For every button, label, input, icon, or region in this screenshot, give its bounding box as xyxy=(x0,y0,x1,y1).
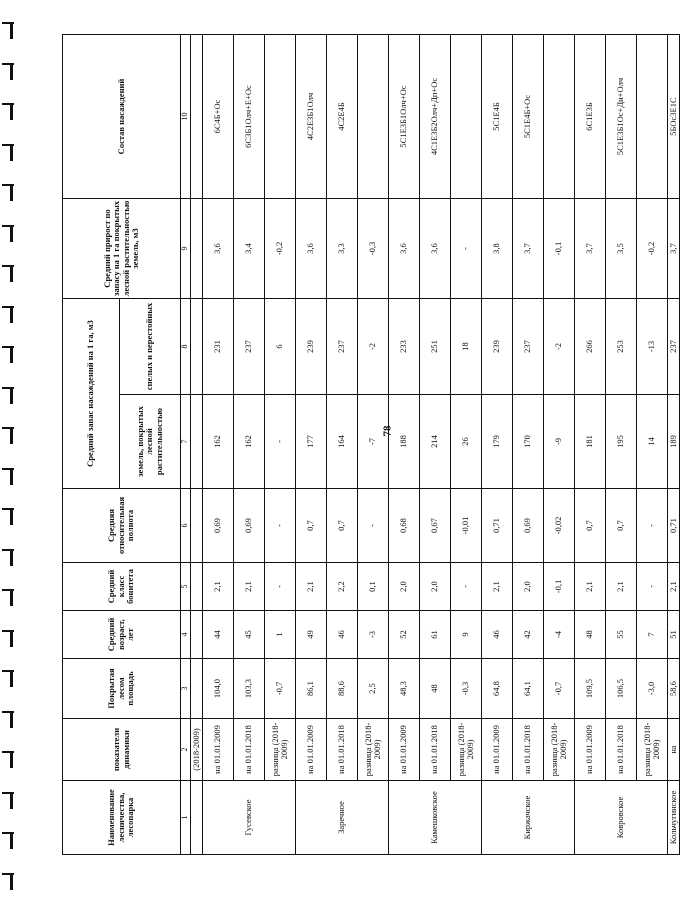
header-row-1 xyxy=(63,35,120,855)
cell-indicator: на xyxy=(668,719,680,781)
table-row xyxy=(358,35,389,855)
page-number: 78 xyxy=(381,425,394,437)
cell-avg-age: 49 xyxy=(296,611,327,659)
binder-hole-mark xyxy=(2,346,14,363)
cell-avg-age: 9 xyxy=(451,611,482,659)
cell-composition: 4С1Е3Б2Олч+Дп+Ос xyxy=(420,35,451,199)
cell-indicator: разница (2018-2009) xyxy=(637,719,668,781)
cell-bonitet: 2,1 xyxy=(296,563,327,611)
header-growth: Средний прирост по запасу на 1 га покрытых лесной растительностью земель, м3 xyxy=(63,199,181,299)
cell-density: 0,71 xyxy=(482,489,513,563)
cell-area: 106,5 xyxy=(606,659,637,719)
cell-composition xyxy=(265,35,296,199)
cell-bonitet xyxy=(191,563,203,611)
cell-stock-covered xyxy=(191,395,203,489)
cell-forestry-name: Ковровское xyxy=(575,781,668,855)
binder-hole-mark xyxy=(2,265,14,282)
binder-holes xyxy=(2,0,18,905)
cell-forestry-name: Камешковское xyxy=(389,781,482,855)
table-row xyxy=(606,35,637,855)
cell-stock-mature: 253 xyxy=(606,299,637,395)
cell-growth: 3,6 xyxy=(389,199,420,299)
cell-area: 103,3 xyxy=(234,659,265,719)
cell-growth: -0,3 xyxy=(358,199,389,299)
cell-area: 109,5 xyxy=(575,659,606,719)
cell-avg-age: 45 xyxy=(234,611,265,659)
forest-dynamics-table xyxy=(62,34,680,855)
cell-density: 0,69 xyxy=(513,489,544,563)
cell-composition xyxy=(544,35,575,199)
cell-area xyxy=(191,659,203,719)
cell-growth: -0,2 xyxy=(265,199,296,299)
cell-stock-covered: 170 xyxy=(513,395,544,489)
table-row xyxy=(203,35,234,855)
cell-composition: 5БОс3Е1С xyxy=(668,35,680,199)
cell-density: 0,7 xyxy=(296,489,327,563)
cell-bonitet: 2,0 xyxy=(389,563,420,611)
cell-density: 0,69 xyxy=(234,489,265,563)
cell-bonitet: 2,0 xyxy=(420,563,451,611)
table-row xyxy=(296,35,327,855)
cell-density: 0,69 xyxy=(203,489,234,563)
cell-indicator: на 01.01.2018 xyxy=(606,719,637,781)
cell-indicator: разница (2018-2009) xyxy=(451,719,482,781)
cell-growth: 3,4 xyxy=(234,199,265,299)
cell-stock-mature: 237 xyxy=(327,299,358,395)
cell-composition: 6С4Б+Ос xyxy=(203,35,234,199)
binder-hole-mark xyxy=(2,751,14,768)
cell-stock-covered: 164 xyxy=(327,395,358,489)
binder-hole-mark xyxy=(2,792,14,809)
binder-hole-mark xyxy=(2,468,14,485)
header-name: Наименование лесничества, лесопарка xyxy=(63,781,181,855)
cell-bonitet: 2,1 xyxy=(575,563,606,611)
cell-avg-age: 46 xyxy=(482,611,513,659)
table-row xyxy=(389,35,420,855)
cell-stock-covered: 214 xyxy=(420,395,451,489)
cell-avg-age: 1 xyxy=(265,611,296,659)
cell-growth: -0,1 xyxy=(544,199,575,299)
cell-indicator: на 01.01.2018 xyxy=(513,719,544,781)
cell-bonitet: 2,0 xyxy=(513,563,544,611)
cell-stock-mature: 6 xyxy=(265,299,296,395)
cell-stock-mature: 237 xyxy=(234,299,265,395)
cell-density: -0,01 xyxy=(451,489,482,563)
cell-stock-covered: 14 xyxy=(637,395,668,489)
cell-growth: - xyxy=(451,199,482,299)
binder-hole-mark xyxy=(2,711,14,728)
cell-stock-mature: 18 xyxy=(451,299,482,395)
header-bonitet: Средний класс бонитета xyxy=(63,563,181,611)
cell-stock-mature: -2 xyxy=(544,299,575,395)
cell-indicator: (2018-2009) xyxy=(191,719,203,781)
cell-stock-covered: -9 xyxy=(544,395,575,489)
header-indicator: показатели динамики xyxy=(63,719,181,781)
cell-avg-age: 7 xyxy=(637,611,668,659)
cell-stock-covered: 181 xyxy=(575,395,606,489)
cell-growth: 3,6 xyxy=(296,199,327,299)
binder-hole-mark xyxy=(2,670,14,687)
cell-bonitet: 2,1 xyxy=(234,563,265,611)
table-row xyxy=(482,35,513,855)
cell-forestry-name xyxy=(191,781,203,855)
cell-area: -0,7 xyxy=(544,659,575,719)
cell-avg-age: 44 xyxy=(203,611,234,659)
cell-indicator: на 01.01.2018 xyxy=(420,719,451,781)
cell-composition xyxy=(191,35,203,199)
table-row xyxy=(191,35,203,855)
cell-bonitet: - xyxy=(451,563,482,611)
cell-forestry-name: Киржачское xyxy=(482,781,575,855)
cell-bonitet: -0,1 xyxy=(544,563,575,611)
colnum: 6 xyxy=(181,489,191,563)
cell-bonitet: 2,1 xyxy=(203,563,234,611)
cell-area: -3,0 xyxy=(637,659,668,719)
cell-density: 0,7 xyxy=(327,489,358,563)
cell-indicator: на 01.01.2009 xyxy=(389,719,420,781)
table-row xyxy=(265,35,296,855)
colnum: 10 xyxy=(181,35,191,199)
cell-density: 0,68 xyxy=(389,489,420,563)
cell-stock-covered: 179 xyxy=(482,395,513,489)
cell-avg-age: -3 xyxy=(358,611,389,659)
cell-stock-covered: 188 xyxy=(389,395,420,489)
cell-forestry-name: Заречное xyxy=(296,781,389,855)
cell-avg-age xyxy=(191,611,203,659)
cell-bonitet: 2,2 xyxy=(327,563,358,611)
cell-avg-age: 46 xyxy=(327,611,358,659)
header-composition: Состав насаждений xyxy=(63,35,181,199)
cell-area: -0,3 xyxy=(451,659,482,719)
cell-growth: 3,7 xyxy=(668,199,680,299)
binder-hole-mark xyxy=(2,144,14,161)
cell-avg-age: 42 xyxy=(513,611,544,659)
cell-area: 58,6 xyxy=(668,659,680,719)
cell-growth: -0,2 xyxy=(637,199,668,299)
cell-indicator: на 01.01.2009 xyxy=(203,719,234,781)
cell-bonitet: 2,1 xyxy=(482,563,513,611)
binder-hole-mark xyxy=(2,589,14,606)
cell-stock-mature: 233 xyxy=(389,299,420,395)
header-area: Покрытая лесом площадь xyxy=(63,659,181,719)
cell-stock-covered: 177 xyxy=(296,395,327,489)
cell-area: 64,8 xyxy=(482,659,513,719)
colnum: 1 xyxy=(181,781,191,855)
cell-area: -0,7 xyxy=(265,659,296,719)
header-stock-mature: спелых и перестойных xyxy=(120,299,181,395)
cell-stock-mature: 237 xyxy=(668,299,680,395)
cell-composition: 4С2Е3Б1Олч xyxy=(296,35,327,199)
cell-bonitet: 0,1 xyxy=(358,563,389,611)
cell-stock-covered: 189 xyxy=(668,395,680,489)
cell-area: 48,3 xyxy=(389,659,420,719)
table-row xyxy=(451,35,482,855)
cell-growth: 3,5 xyxy=(606,199,637,299)
cell-growth: 3,8 xyxy=(482,199,513,299)
table-row xyxy=(420,35,451,855)
colnum: 7 xyxy=(181,395,191,489)
cell-growth: 3,7 xyxy=(575,199,606,299)
cell-density: 0,7 xyxy=(606,489,637,563)
binder-hole-mark xyxy=(2,103,14,120)
binder-hole-mark xyxy=(2,549,14,566)
cell-growth xyxy=(191,199,203,299)
cell-density xyxy=(191,489,203,563)
cell-avg-age: 51 xyxy=(668,611,680,659)
colnum: 8 xyxy=(181,299,191,395)
binder-hole-mark xyxy=(2,63,14,80)
cell-growth: 3,6 xyxy=(203,199,234,299)
table-row xyxy=(327,35,358,855)
cell-density: 0,7 xyxy=(575,489,606,563)
header-stock: Средний запас насаждений на 1 га, м3 xyxy=(63,299,120,489)
cell-growth: 3,7 xyxy=(513,199,544,299)
cell-indicator: разница (2018-2009) xyxy=(265,719,296,781)
cell-stock-covered: -7 xyxy=(358,395,389,489)
cell-composition: 4С2Е4Б xyxy=(327,35,358,199)
cell-stock-mature: -13 xyxy=(637,299,668,395)
cell-stock-covered: 162 xyxy=(203,395,234,489)
cell-stock-mature: 231 xyxy=(203,299,234,395)
cell-stock-mature: 237 xyxy=(513,299,544,395)
cell-composition: 5С1Е3Б1Ос+Дн+Олч xyxy=(606,35,637,199)
cell-bonitet: - xyxy=(637,563,668,611)
binder-hole-mark xyxy=(2,630,14,647)
cell-stock-mature: 239 xyxy=(482,299,513,395)
header-stock-covered: земель, покрытых лесной растительностью xyxy=(120,395,181,489)
table-row xyxy=(575,35,606,855)
binder-hole-mark xyxy=(2,508,14,525)
colnum: 2 xyxy=(181,719,191,781)
cell-density: 0,71 xyxy=(668,489,680,563)
cell-forestry-name: Гусевское xyxy=(203,781,296,855)
table-row xyxy=(637,35,668,855)
cell-composition: 5С1Е3Б1Олч+Ос xyxy=(389,35,420,199)
cell-density: - xyxy=(637,489,668,563)
cell-indicator: разница (2018-2009) xyxy=(544,719,575,781)
colnum: 9 xyxy=(181,199,191,299)
cell-density: -0,02 xyxy=(544,489,575,563)
cell-stock-covered: - xyxy=(265,395,296,489)
cell-density: - xyxy=(358,489,389,563)
cell-area: 64,1 xyxy=(513,659,544,719)
binder-hole-mark xyxy=(2,225,14,242)
colnum: 5 xyxy=(181,563,191,611)
cell-stock-mature: 251 xyxy=(420,299,451,395)
cell-indicator: на 01.01.2018 xyxy=(234,719,265,781)
cell-density: 0,67 xyxy=(420,489,451,563)
cell-area: 88,6 xyxy=(327,659,358,719)
cell-area: 86,1 xyxy=(296,659,327,719)
binder-hole-mark xyxy=(2,22,14,39)
cell-bonitet: 2,1 xyxy=(606,563,637,611)
cell-avg-age: 52 xyxy=(389,611,420,659)
cell-composition xyxy=(451,35,482,199)
cell-stock-mature xyxy=(191,299,203,395)
binder-hole-mark xyxy=(2,832,14,849)
cell-stock-mature: -2 xyxy=(358,299,389,395)
table-row xyxy=(513,35,544,855)
cell-area: 104,0 xyxy=(203,659,234,719)
cell-stock-covered: 26 xyxy=(451,395,482,489)
cell-indicator: на 01.01.2009 xyxy=(482,719,513,781)
header-age: Средний возраст, лет xyxy=(63,611,181,659)
cell-growth: 3,3 xyxy=(327,199,358,299)
colnum: 4 xyxy=(181,611,191,659)
rotated-table-container xyxy=(62,35,678,855)
table-body xyxy=(181,35,680,855)
cell-composition xyxy=(358,35,389,199)
binder-hole-mark xyxy=(2,387,14,404)
cell-composition: 6С3Б1Олч+Е+Ос xyxy=(234,35,265,199)
table-row xyxy=(668,35,680,855)
cell-composition: 6С1Е3Б xyxy=(575,35,606,199)
cell-indicator: на 01.01.2009 xyxy=(296,719,327,781)
cell-growth: 3,6 xyxy=(420,199,451,299)
cell-stock-mature: 266 xyxy=(575,299,606,395)
colnum: 3 xyxy=(181,659,191,719)
binder-hole-mark xyxy=(2,184,14,201)
cell-stock-mature: 239 xyxy=(296,299,327,395)
cell-area: 2,5 xyxy=(358,659,389,719)
binder-hole-mark xyxy=(2,427,14,444)
cell-bonitet: 2,1 xyxy=(668,563,680,611)
header-density: Средняя относительная полнота xyxy=(63,489,181,563)
binder-hole-mark xyxy=(2,306,14,323)
cell-area: 48 xyxy=(420,659,451,719)
table-row xyxy=(234,35,265,855)
cell-composition xyxy=(637,35,668,199)
cell-stock-covered: 162 xyxy=(234,395,265,489)
cell-indicator: разница (2018-2009) xyxy=(358,719,389,781)
cell-indicator: на 01.01.2018 xyxy=(327,719,358,781)
cell-density: - xyxy=(265,489,296,563)
table-row xyxy=(544,35,575,855)
column-number-row xyxy=(181,35,191,855)
cell-bonitet: - xyxy=(265,563,296,611)
binder-hole-mark xyxy=(2,873,14,890)
cell-forestry-name: Кольчугинское xyxy=(668,781,680,855)
cell-composition: 5С1Е4Б+Ос xyxy=(513,35,544,199)
cell-avg-age: -4 xyxy=(544,611,575,659)
cell-composition: 5С1Е4Б xyxy=(482,35,513,199)
cell-avg-age: 61 xyxy=(420,611,451,659)
cell-stock-covered: 195 xyxy=(606,395,637,489)
cell-avg-age: 48 xyxy=(575,611,606,659)
cell-indicator: на 01.01.2009 xyxy=(575,719,606,781)
cell-avg-age: 55 xyxy=(606,611,637,659)
